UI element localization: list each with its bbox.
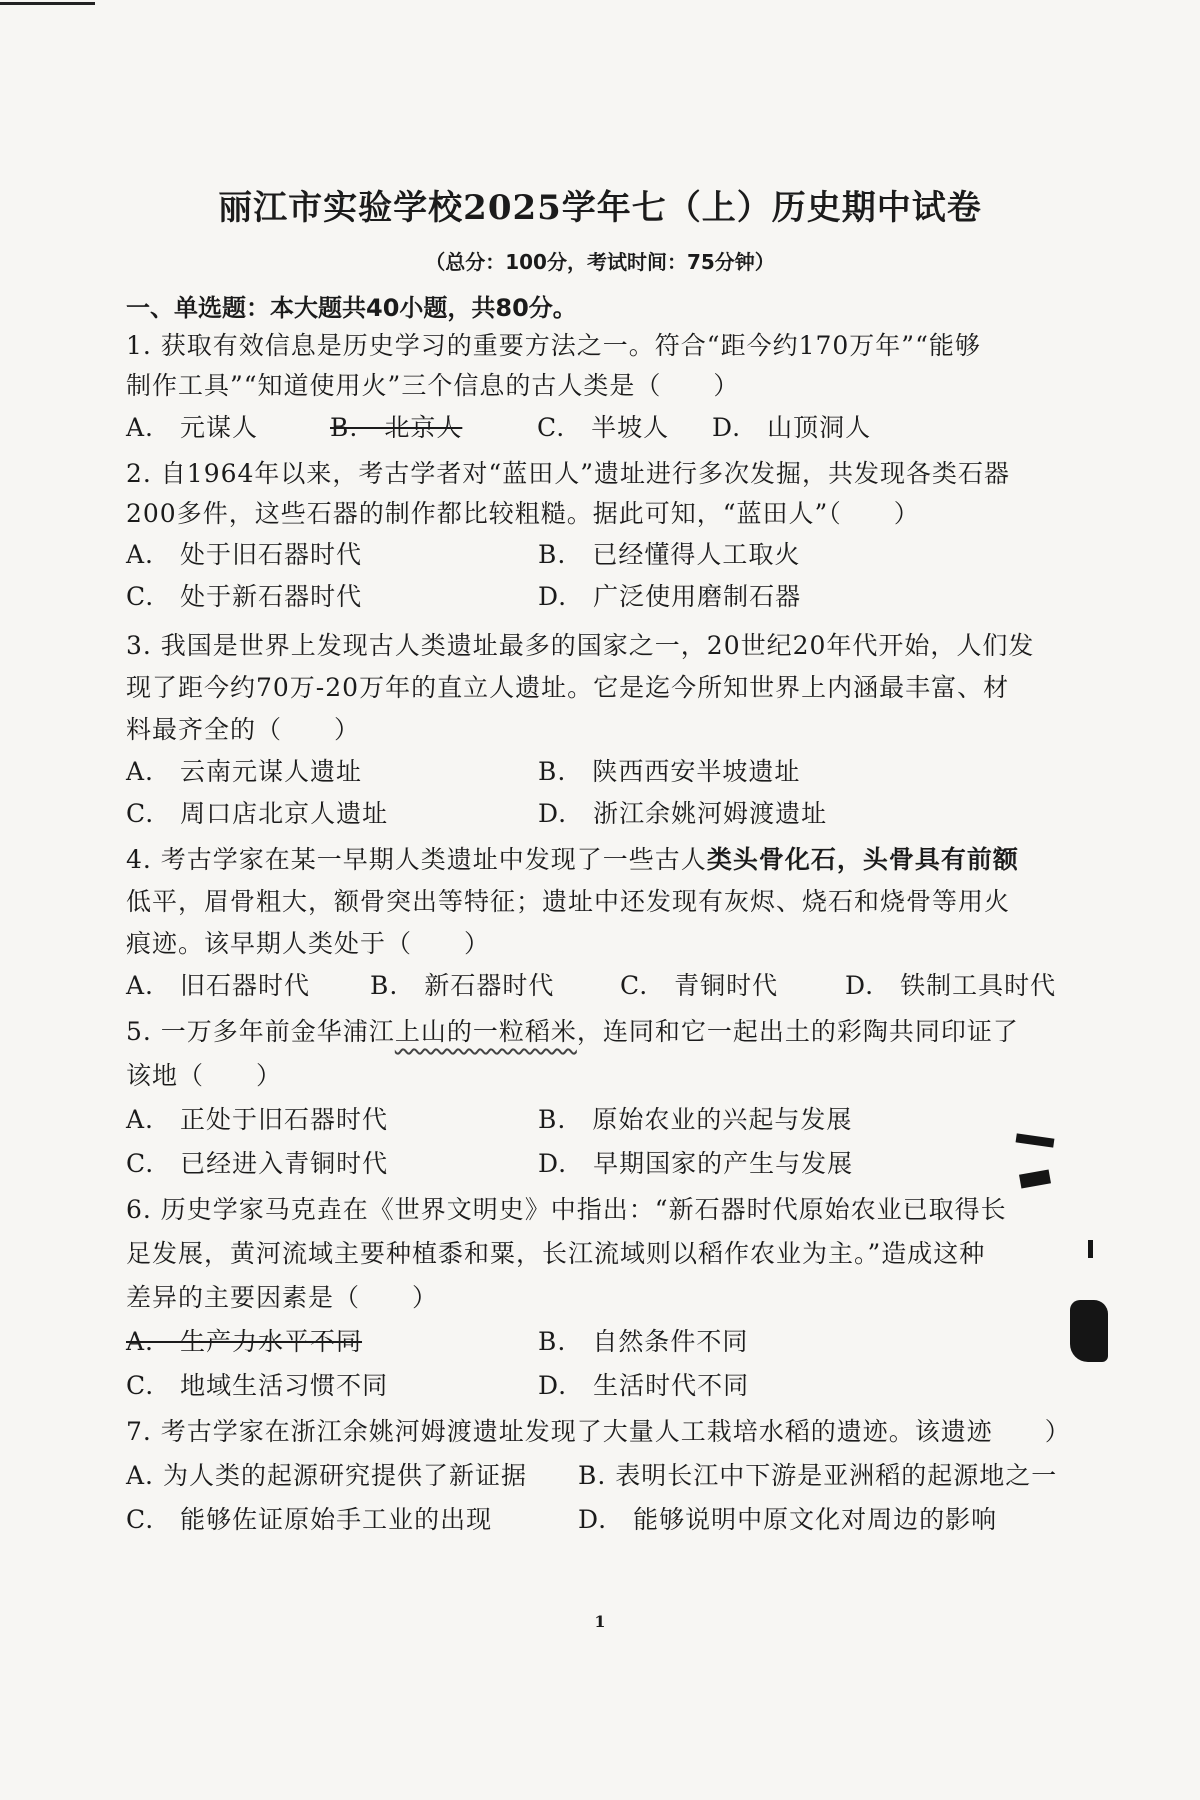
q3-line3: 料最齐全的（ ）	[126, 715, 361, 744]
q6-option-d: D. 生活时代不同	[538, 1371, 750, 1400]
q1-option-b: B. 北京人	[330, 413, 463, 442]
q4-line1-emphasis: 类头骨化石，头骨具有前额	[706, 845, 1019, 874]
q2-option-b: B. 已经懂得人工取火	[538, 540, 801, 569]
scan-mark-1	[1016, 1133, 1055, 1147]
q7-option-b: B. 表明长江中下游是亚洲稻的起源地之一	[578, 1461, 1058, 1490]
q3-line1: 3. 我国是世界上发现古人类遗址最多的国家之一，20世纪20年代开始，人们发	[126, 631, 1035, 660]
q5-underlined-phrase: 上山的一粒稻米	[394, 1017, 577, 1046]
page-number: 1	[594, 1612, 606, 1631]
q6-line2: 足发展，黄河流域主要种植黍和粟，长江流域则以稻作农业为主。”造成这种	[126, 1239, 986, 1268]
q2-line2: 200多件，这些石器的制作都比较粗糙。据此可知，“蓝田人”（ ）	[126, 499, 920, 528]
q3-line2: 现了距今约70万-20万年的直立人遗址。它是迄今所知世界上内涵最丰富、材	[126, 673, 1010, 702]
q1-option-c: C. 半坡人	[537, 413, 670, 442]
q7-option-a: A. 为人类的起源研究提供了新证据	[126, 1461, 527, 1490]
q1-line1: 1. 获取有效信息是历史学习的重要方法之一。符合“距今约170万年”“能够	[126, 331, 981, 360]
q3-option-a: A. 云南元谋人遗址	[126, 757, 363, 786]
q7-line1: 7. 考古学家在浙江余姚河姆渡遗址发现了大量人工栽培水稻的遗迹。该遗迹 ）	[126, 1417, 1071, 1446]
scan-mark-4	[1070, 1300, 1108, 1362]
q5-option-d: D. 早期国家的产生与发展	[538, 1149, 854, 1178]
q4-line1-text: 4. 考古学家在某一早期人类遗址中发现了一些古人	[126, 845, 707, 874]
q2-option-c: C. 处于新石器时代	[126, 582, 363, 611]
q6-line3: 差异的主要因素是（ ）	[126, 1283, 439, 1312]
scan-corner-mark	[0, 2, 95, 5]
q4-option-a: A. 旧石器时代	[126, 971, 311, 1000]
q4-option-d: D. 铁制工具时代	[845, 971, 1057, 1000]
section-heading: 一、单选题：本大题共40小题，共80分。	[126, 294, 577, 322]
q6-option-c: C. 地域生活习惯不同	[126, 1371, 389, 1400]
q1-option-d: D. 山顶洞人	[712, 413, 872, 442]
q5-option-a: A. 正处于旧石器时代	[126, 1105, 389, 1134]
q3-option-d: D. 浙江余姚河姆渡遗址	[538, 799, 828, 828]
q4-line1	[126, 840, 1019, 876]
q7-option-c: C. 能够佐证原始手工业的出现	[126, 1505, 493, 1534]
q2-line1: 2. 自1964年以来，考古学者对“蓝田人”遗址进行多次发掘，共发现各类石器	[126, 459, 1010, 488]
q4-option-c: C. 青铜时代	[620, 971, 779, 1000]
q5-line1	[126, 1012, 1019, 1048]
q1-line2: 制作工具”“知道使用火”三个信息的古人类是（ ）	[126, 371, 740, 400]
scan-mark-2	[1019, 1170, 1051, 1189]
q6-line1: 6. 历史学家马克垚在《世界文明史》中指出：“新石器时代原始农业已取得长	[126, 1195, 1007, 1224]
q5-option-c: C. 已经进入青铜时代	[126, 1149, 389, 1178]
q7-option-d: D. 能够说明中原文化对周边的影响	[578, 1505, 998, 1534]
q4-option-b: B. 新石器时代	[370, 971, 555, 1000]
q6-option-b: B. 自然条件不同	[538, 1327, 749, 1356]
q2-option-a: A. 处于旧石器时代	[126, 540, 363, 569]
scan-mark-3	[1088, 1240, 1093, 1258]
q5-option-b: B. 原始农业的兴起与发展	[538, 1105, 853, 1134]
q4-line3: 痕迹。该早期人类处于（ ）	[126, 929, 491, 958]
q5-line2: 该地（ ）	[126, 1061, 283, 1090]
q1-option-a: A. 元谋人	[126, 413, 259, 442]
q3-option-b: B. 陕西西安半坡遗址	[538, 757, 801, 786]
exam-title: 丽江市实验学校2025学年七（上）历史期中试卷	[218, 188, 982, 228]
exam-subtitle: （总分：100分，考试时间：75分钟）	[425, 250, 775, 274]
q3-option-c: C. 周口店北京人遗址	[126, 799, 389, 828]
q6-option-a: A. 生产力水平不同	[126, 1327, 363, 1356]
q2-option-d: D. 广泛使用磨制石器	[538, 582, 802, 611]
q5-line1-text: 5. 一万多年前金华浦江	[126, 1017, 395, 1046]
q4-line2: 低平，眉骨粗大，额骨突出等特征；遗址中还发现有灰烬、烧石和烧骨等用火	[126, 887, 1011, 916]
q5-line1-rest: ，连同和它一起出土的彩陶共同印证了	[576, 1017, 1019, 1046]
